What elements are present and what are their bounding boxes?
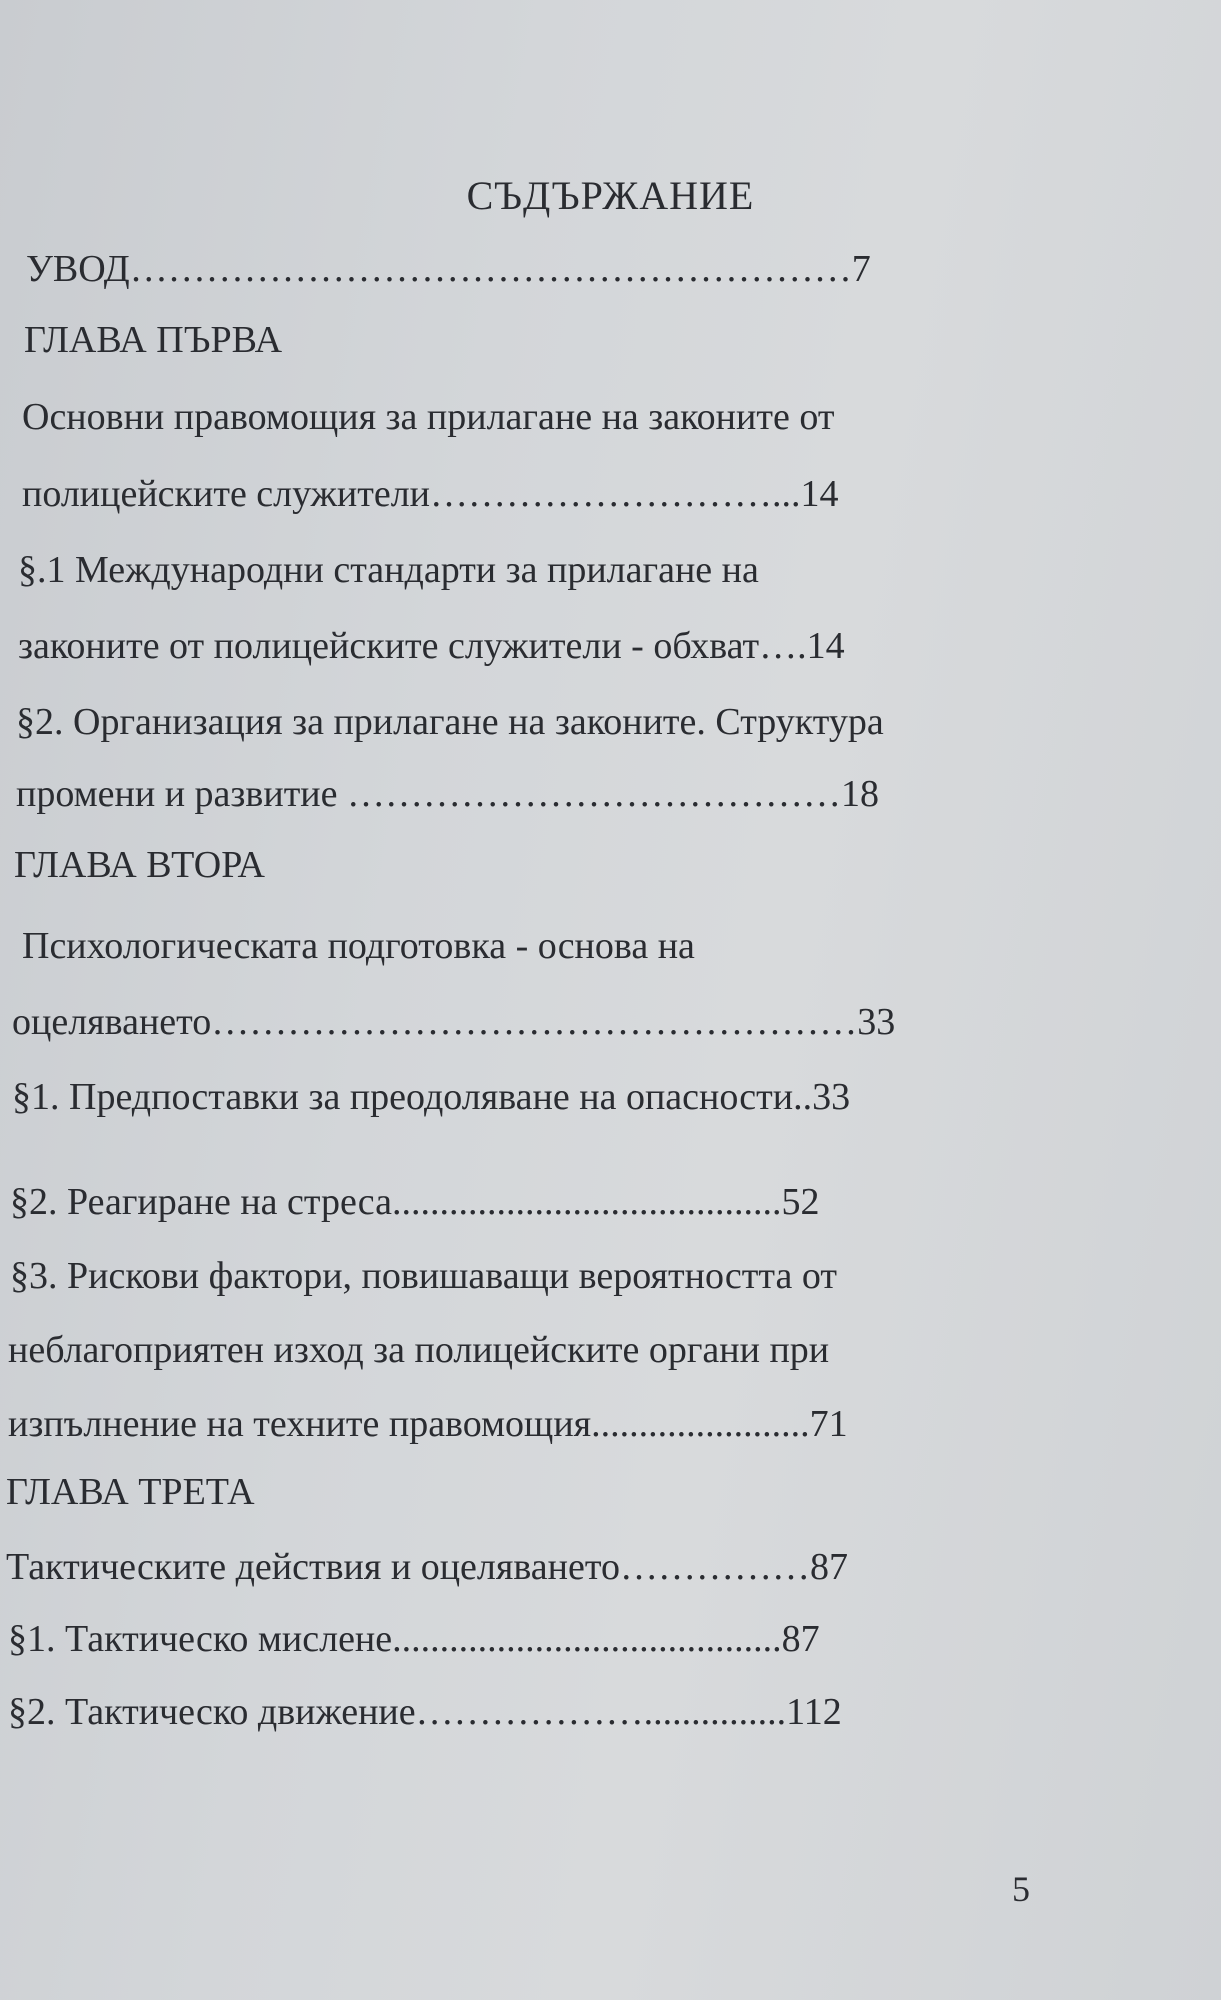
toc-chapter-3-heading: ГЛАВА ТРЕТА — [6, 1471, 255, 1513]
toc-section-1-1-line-2: законите от полицейските служители - обхват….14 — [18, 625, 845, 667]
toc-section-3-1: §1. Тактическо мислене.........................................87 — [8, 1618, 820, 1660]
toc-section-2-3-line-3: изпълнение на техните правомощия.......................71 — [8, 1403, 848, 1445]
toc-section-2-2: §2. Реагиране на стреса.........................................52 — [10, 1181, 820, 1223]
toc-chapter-3-title: Тактическите действия и оцеляването……………87 — [6, 1546, 848, 1588]
toc-chapter-2-heading: ГЛАВА ВТОРА — [14, 844, 265, 886]
toc-chapter-2-title-line-1: Психологическата подготовка - основа на — [22, 925, 695, 967]
toc-section-1-1-line-1: §.1 Международни стандарти за прилагане на — [18, 549, 759, 591]
toc-entry-intro: УВОД…………………………………………………7 — [26, 248, 871, 290]
toc-chapter-2-title-line-2: оцеляването……………………………………………33 — [12, 1001, 896, 1043]
toc-section-2-3-line-2: неблагоприятен изход за полицейските органи при — [8, 1329, 830, 1371]
toc-section-3-2: §2. Тактическо движение………………...............112 — [8, 1691, 842, 1733]
toc-chapter-1-title-line-2: полицейските служители………………………...14 — [22, 473, 839, 515]
toc-section-1-2-line-2: промени и развитие …………………………………18 — [16, 773, 879, 815]
toc-title: СЪДЪРЖАНИЕ — [466, 173, 755, 218]
toc-chapter-1-title-line-1: Основни правомощия за прилагане на законите от — [22, 396, 835, 438]
toc-section-2-3-line-1: §3. Рискови фактори, повишаващи вероятността от — [10, 1255, 837, 1297]
toc-section-1-2-line-1: §2. Организация за прилагане на законите. Структура — [16, 701, 884, 743]
toc-chapter-1-heading: ГЛАВА ПЪРВА — [24, 319, 283, 361]
page-number: 5 — [1012, 1869, 1030, 1909]
toc-section-2-1: §1. Предпоставки за преодоляване на опасности..33 — [12, 1076, 851, 1118]
